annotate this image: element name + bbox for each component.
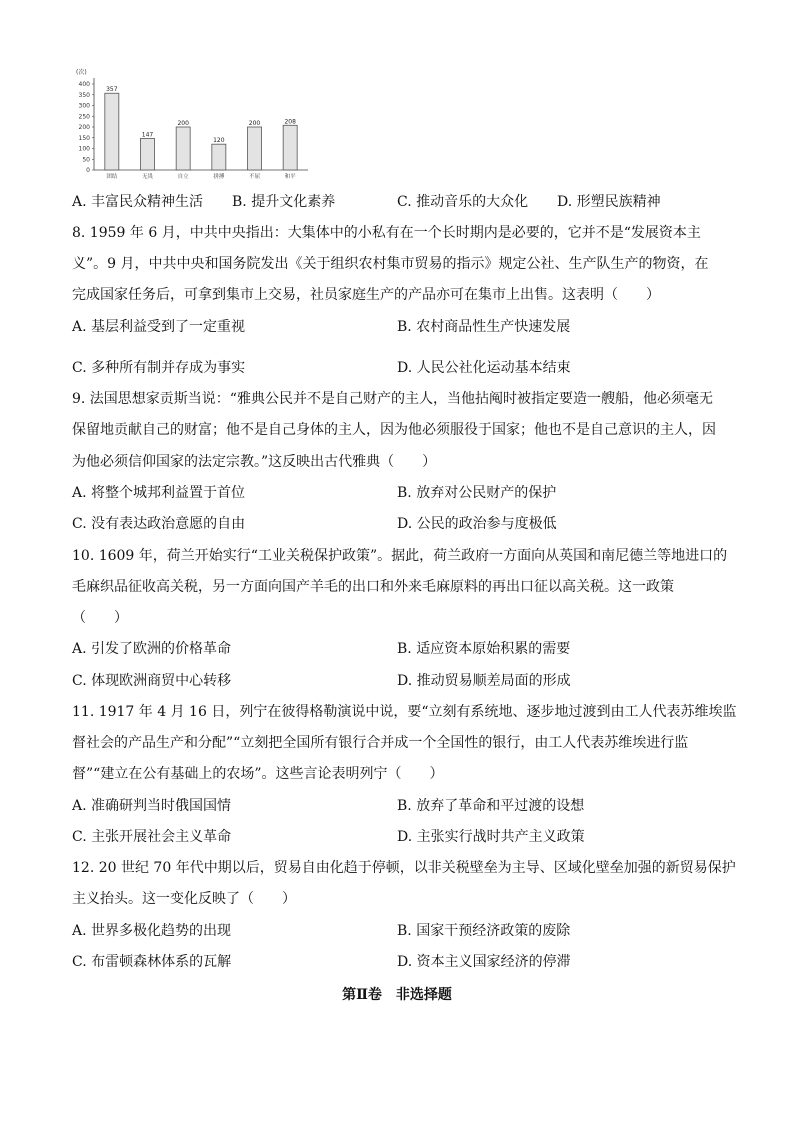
q9-option-a: A. 将整个城邦利益置于首位 [72, 485, 246, 501]
q11-stem-line-3: 督”“建立在公有基础上的农场”。这些言论表明列宁（ ） [72, 766, 444, 782]
bar-value-label: 208 [284, 118, 296, 126]
y-tick-label: 200 [78, 124, 90, 131]
bar-chart [68, 64, 313, 179]
y-tick-label: 400 [78, 81, 90, 88]
q9-stem-line-1: 9. 法国思想家贡斯当说：“雅典公民并不是自己财产的主人，当他拈阄时被指定要造一艘船，他必须毫无 [72, 391, 713, 407]
bar-value-label: 200 [177, 120, 189, 127]
y-tick-label: 100 [78, 145, 90, 153]
q9-stem-line-2: 保留地贡献自己的财富；他不是自己身体的主人，因为他必须服役于国家；他也不是自己意识的主人，因 [72, 422, 716, 438]
q11-option-c: C. 主张开展社会主义革命 [72, 829, 232, 845]
bar [141, 138, 155, 170]
q10-stem-line-3: （ ） [72, 610, 128, 626]
x-tick-label: 无畏 [141, 174, 154, 179]
bar-value-label: 120 [213, 137, 225, 145]
bar [176, 127, 190, 170]
bar [283, 125, 297, 170]
q11-option-b: B. 放弃了革命和平过渡的设想 [397, 798, 585, 814]
y-tick-label: 0 [86, 167, 90, 174]
x-tick-label: 自立 [177, 174, 189, 179]
q7-option-c: C. 推动音乐的大众化 [397, 194, 529, 210]
x-tick-label: 不屈 [248, 174, 261, 179]
q10-option-d: D. 推动贸易顺差局面的形成 [397, 673, 571, 689]
y-tick-label: 150 [78, 134, 90, 142]
y-tick-label: 300 [78, 102, 90, 110]
bar [212, 144, 226, 170]
q7-option-d: D. 形塑民族精神 [557, 194, 661, 210]
y-tick-label: 350 [78, 91, 90, 99]
q11-stem-line-2: 督社会的产品生产和分配”“立刻把全国所有银行合并成一个全国性的银行，由工人代表苏维埃进行监 [72, 735, 689, 751]
q12-option-c: C. 布雷顿森林体系的瓦解 [72, 954, 232, 970]
bar-chart-svg [68, 64, 313, 179]
q9-option-c: C. 没有表达政治意愿的自由 [72, 516, 246, 532]
q8-option-b: B. 农村商品性生产快速发展 [397, 319, 571, 335]
q10-option-b: B. 适应资本原始积累的需要 [397, 641, 571, 657]
q11-option-a: A. 准确研判当时俄国国情 [72, 798, 232, 814]
q8-option-c: C. 多种所有制并存成为事实 [72, 360, 246, 376]
q11-option-d: D. 主张实行战时共产主义政策 [397, 829, 585, 845]
q9-option-d: D. 公民的政治参与度极低 [397, 516, 557, 532]
q12-stem-line-1: 12. 20 世纪 70 年代中期以后，贸易自由化趋于停顿，以非关税壁垒为主导、区域化壁垒加强的新贸易保护 [72, 860, 736, 876]
x-tick-label: 和平 [284, 174, 296, 179]
q7-option-b: B. 提升文化素养 [232, 194, 336, 210]
q10-stem-line-2: 毛麻织品征收高关税，另一方面向国产羊毛的出口和外来毛麻原料的再出口征以高关税。这一政策 [72, 579, 674, 595]
x-tick-label: 团结 [106, 174, 118, 179]
q8-option-a: A. 基层利益受到了一定重视 [72, 319, 246, 335]
q12-stem-line-2: 主义抬头。这一变化反映了（ ） [72, 891, 296, 907]
q10-option-c: C. 体现欧洲商贸中心转移 [72, 673, 232, 689]
x-tick-label: 拼搏 [213, 174, 225, 179]
q12-option-d: D. 资本主义国家经济的停滞 [397, 954, 571, 970]
y-tick-label: 50 [82, 156, 90, 164]
q9-option-b: B. 放弃对公民财产的保护 [397, 485, 557, 501]
q9-stem-line-3: 为他必须信仰国家的法定宗教。”这反映出古代雅典（ ） [72, 454, 437, 470]
bar [248, 127, 262, 170]
q12-option-a: A. 世界多极化趋势的出现 [72, 923, 232, 939]
q8-stem-line-1: 8. 1959 年 6 月，中共中央指出：大集体中的小私有在一个长时期内是必要的，它并不是“发展资本主 [72, 225, 701, 241]
q7-option-a: A. 丰富民众精神生活 [72, 194, 204, 210]
q8-stem-line-2: 义”。9 月，中共中央和国务院发出《关于组织农村集市贸易的指示》规定公社、生产队生产的物资，在 [72, 256, 709, 272]
bar-value-label: 147 [141, 131, 154, 139]
y-axis-unit-label: (次) [76, 69, 87, 76]
bar [105, 93, 119, 170]
bar-value-label: 357 [106, 86, 118, 94]
q11-stem-line-1: 11. 1917 年 4 月 16 日，列宁在彼得格勒演说中说，要“立刻有系统地、逐步地过渡到由工人代表苏维埃监 [72, 704, 737, 720]
section-title: 第Ⅱ卷 非选择题 [342, 987, 452, 1003]
y-tick-label: 250 [78, 113, 90, 121]
q8-stem-line-3: 完成国家任务后，可拿到集市上交易，社员家庭生产的产品亦可在集市上出售。这表明（ ） [72, 287, 660, 303]
bar-value-label: 200 [248, 120, 261, 127]
q8-option-d: D. 人民公社化运动基本结束 [397, 360, 571, 376]
q10-stem-line-1: 10. 1609 年，荷兰开始实行“工业关税保护政策”。据此，荷兰政府一方面向从英国和南尼德兰等地进口的 [72, 548, 728, 564]
q12-option-b: B. 国家干预经济政策的废除 [397, 923, 571, 939]
q10-option-a: A. 引发了欧洲的价格革命 [72, 641, 232, 657]
